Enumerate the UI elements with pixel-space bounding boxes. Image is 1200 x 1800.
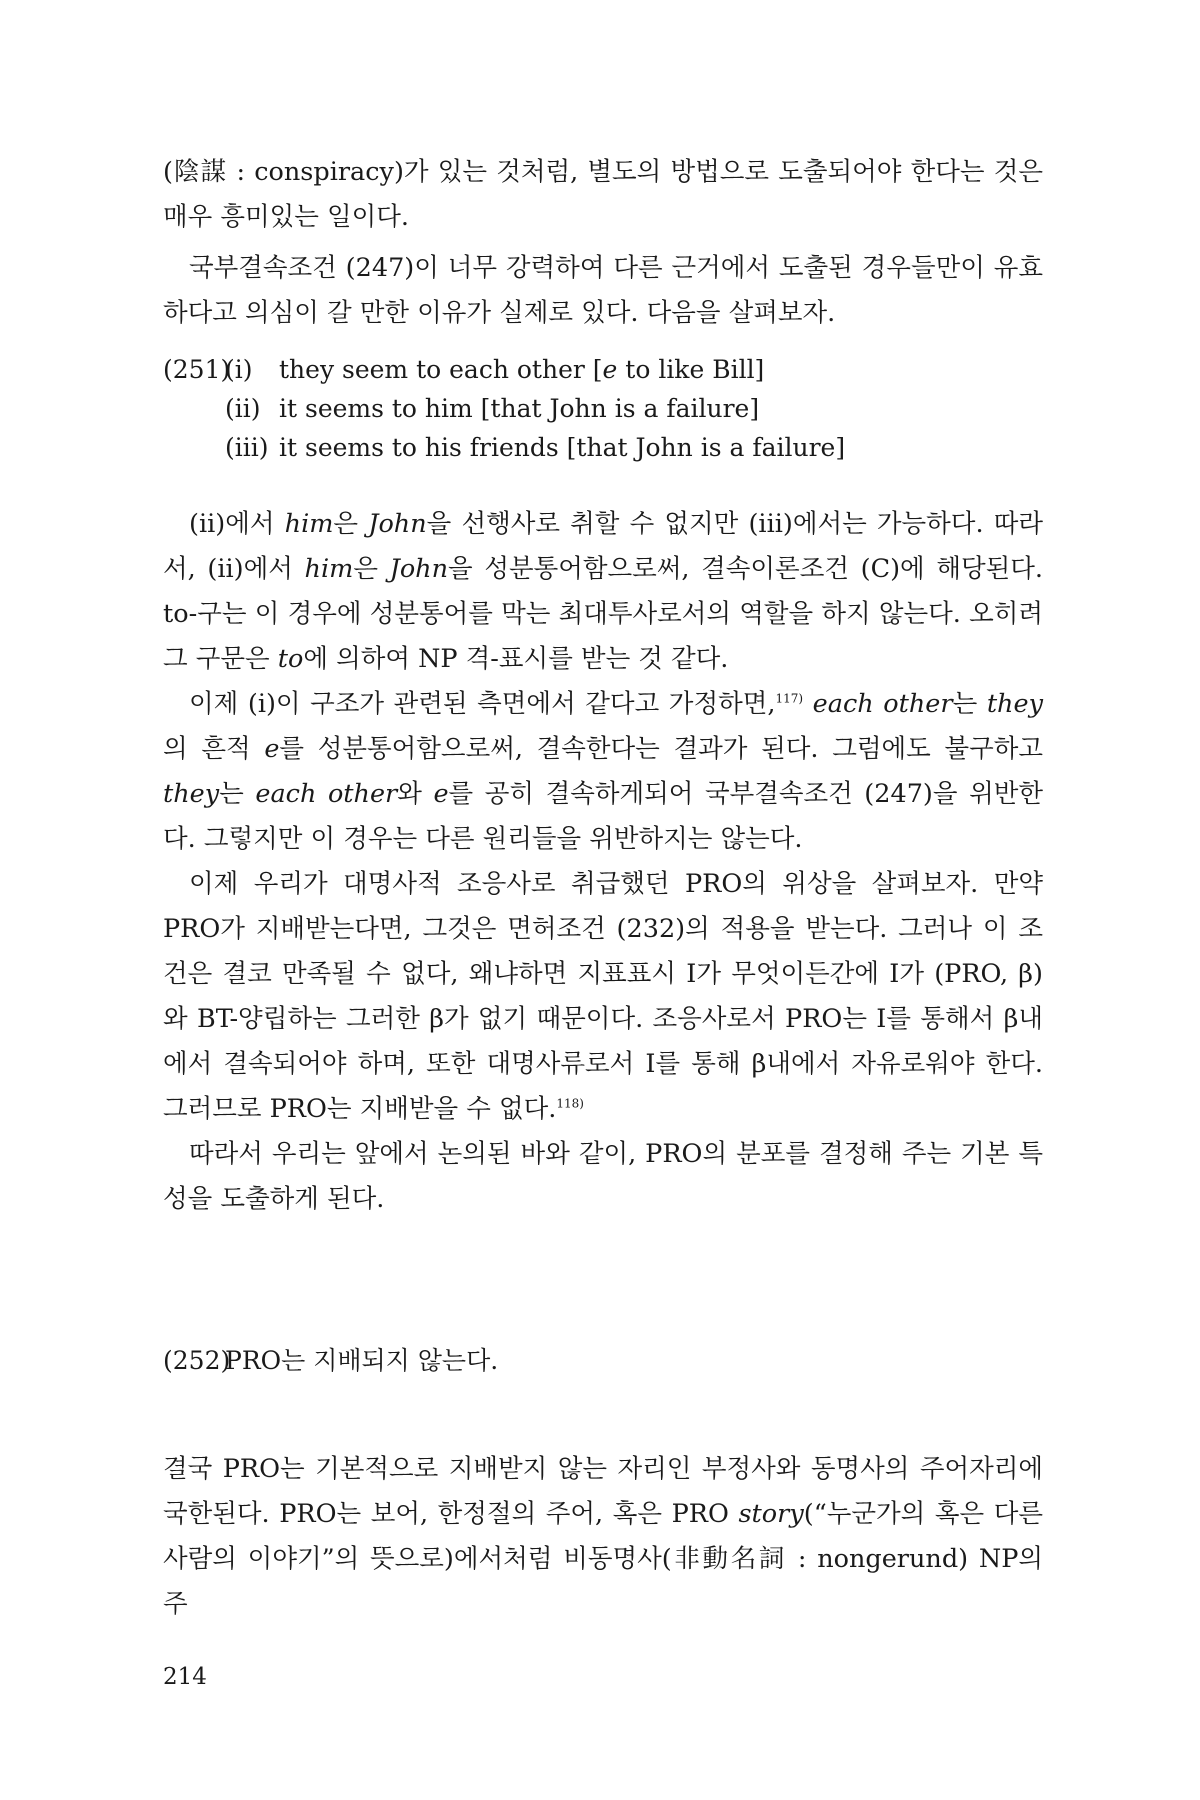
- paragraph-pro-distribution: 결국 PRO는 기본적으로 지배받지 않는 자리인 부정사와 동명사의 주어자리에 국한된다. PRO는 보어, 한정절의 주어, 혹은 PRO story(“누군가의 혹은 다른 사람의 이야기”의 뜻으로)에서처럼 비동명사(非動名詞 : nongerund) NP의 주: [163, 1454, 1043, 1619]
- example-251: [163, 347, 845, 470]
- footnote-ref-118: 118): [556, 1096, 584, 1111]
- item-label: (ii): [225, 394, 261, 423]
- footnote-ref-117: 117): [775, 691, 804, 706]
- page-number: 214: [163, 1664, 207, 1690]
- paragraph-conspiracy: (陰謀 : conspiracy)가 있는 것처럼, 별도의 방법으로 도출되어야 한다는 것은 매우 흥미있는 일이다.: [163, 157, 1043, 232]
- text-block-main: [163, 502, 1043, 1222]
- item-trace: e: [602, 355, 618, 384]
- example-text: PRO는 지배되지 않는다.: [225, 1346, 499, 1375]
- paragraph-local-binding: 국부결속조건 (247)이 너무 강력하여 다른 근거에서 도출된 경우들만이 유효하다고 의심이 갈 만한 이유가 실제로 있다. 다음을 살펴보자.: [163, 253, 1043, 328]
- item-text-post: to like Bill]: [617, 355, 765, 384]
- item-text: it seems to him [that John is a failure]: [279, 394, 760, 423]
- paragraph-each-other: 이제 (i)이 구조가 관련된 측면에서 같다고 가정하면,$^{117)}$ each other는 they의 흔적 e를 성분통어함으로써, 결속한다는 결과가 된다. 그럼에도 불구하고 they는 each other와 e를 공히 결속하게되어 국부결속조건 (247)을 위반한다. 그렇지만 이 경우는 다른 원리들을 위반하지는 않는다.: [163, 689, 1043, 854]
- item-label: (i): [225, 355, 253, 384]
- item-text-pre: they seem to each other [: [279, 355, 603, 384]
- text-block-top: [163, 150, 1043, 336]
- example-251-item-iii: [163, 425, 845, 470]
- example-number: (252): [163, 1346, 231, 1375]
- paragraph-him-john: (ii)에서 him은 John을 선행사로 취할 수 없지만 (iii)에서는 가능하다. 따라서, (ii)에서 him은 John을 성분통어함으로써, 결속이론조건 (C)에 해당된다. to-구는 이 경우에 성분통어를 막는 최대투사로서의 역할을 하지 않는다. 오히려 그 구문은 to에 의하여 NP 격-표시를 받는 것 같다.: [163, 509, 1043, 674]
- text-block-bottom: [163, 1447, 1043, 1627]
- paragraph-conclusion: 따라서 우리는 앞에서 논의된 바와 같이, PRO의 분포를 결정해 주는 기본 특성을 도출하게 된다.: [163, 1139, 1043, 1214]
- paragraph-pro-status: 이제 우리가 대명사적 조응사로 취급했던 PRO의 위상을 살펴보자. 만약 PRO가 지배받는다면, 그것은 면허조건 (232)의 적용을 받는다. 그러나 이 조건은 결코 만족될 수 없다, 왜냐하면 지표표시 I가 무엇이든간에 I가 (PRO, β)와 BT-양립하는 그러한 β가 없기 때문이다. 조응사로서 PRO는 I를 통해서 β내에서 결속되어야 하며, 또한 대명사류로서 I를 통해 β내에서 자유로워야 한다. 그러므로 PRO는 지배받을 수 없다.$^{118)}$: [163, 869, 1043, 1124]
- example-252: [163, 1338, 498, 1383]
- item-label: (iii): [225, 433, 269, 462]
- item-text: it seems to his friends [that John is a failure]: [279, 433, 846, 462]
- example-number: (251): [163, 355, 231, 384]
